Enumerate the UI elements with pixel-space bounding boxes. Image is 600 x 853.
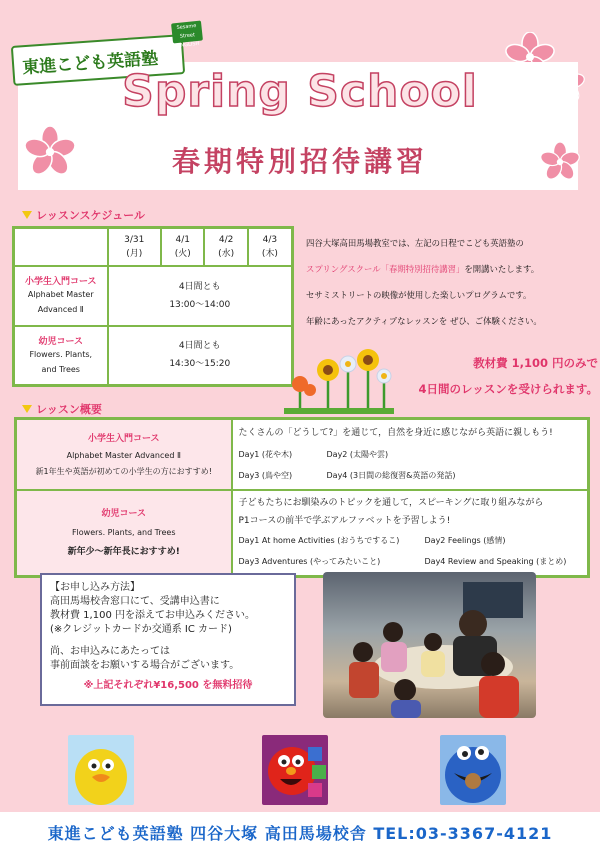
course-name: 幼児コース	[38, 336, 84, 347]
time-range: 14:30〜15:20	[169, 359, 231, 370]
classroom-photo	[323, 572, 536, 718]
weekday: (火)	[174, 248, 191, 259]
time-cell	[108, 266, 293, 326]
sakura-flower-icon	[540, 142, 580, 182]
date: 4/3	[262, 234, 278, 245]
course-description-cell	[232, 490, 589, 577]
course-cell	[14, 266, 108, 326]
course-target: 新1年生や英語が初めての小学生の方におすすめ!	[35, 466, 212, 476]
overview-table	[14, 417, 590, 578]
course-subtitle: Flowers. Plants,	[29, 349, 93, 359]
elmo-image	[262, 735, 328, 805]
date-cell	[248, 228, 293, 266]
day-item: Day4 Review and Speaking (まとめ)	[424, 557, 567, 566]
time-range: 13:00〜14:00	[169, 299, 231, 310]
intro-line	[306, 256, 596, 282]
table-row	[16, 490, 589, 577]
days-label: 4日間とも	[178, 341, 221, 352]
big-bird-image	[68, 735, 134, 805]
intro-line: セサミストリートの映像が使用した楽しいプログラムです。	[306, 290, 532, 300]
weekday: (水)	[218, 248, 235, 259]
fee-line: 教材費 1,100 円のみで	[473, 356, 598, 370]
days-label: 4日間とも	[178, 281, 221, 292]
table-row	[16, 419, 589, 491]
intro-line-rest: を開講いたします。	[464, 264, 540, 274]
title-english: Spring School	[122, 66, 478, 117]
weekday: (木)	[261, 248, 278, 259]
overview-heading	[22, 401, 102, 417]
triangle-icon	[22, 405, 32, 413]
table-row	[14, 266, 293, 326]
day-item: Day4 (3日間の総復習&英語の発話)	[326, 471, 456, 480]
day-item: Day2 Feelings (感情)	[424, 536, 506, 545]
application-box	[40, 573, 296, 706]
footer-contact: 東進こども英語塾 四谷大塚 高田馬場校舎 TEL:03-3367-4121	[0, 812, 600, 853]
course-name: 幼児コース	[101, 509, 147, 519]
date: 4/1	[175, 234, 190, 245]
date-cell	[161, 228, 204, 266]
table-row	[14, 326, 293, 386]
table-row	[14, 228, 293, 266]
date: 3/31	[124, 234, 145, 245]
application-line: 高田馬場校舎窓口にて、受講申込書に	[50, 596, 220, 607]
course-cell	[14, 326, 108, 386]
flowers-illustration	[284, 348, 394, 414]
course-description: P1コースの前半で学ぶアルファベットを予習しよう!	[238, 516, 451, 526]
application-title: 【お申し込み方法】	[50, 582, 140, 593]
weekday: (月)	[126, 248, 143, 259]
intro-line: 四谷大塚高田馬場教室では、左記の日程でこども英語塾の	[306, 238, 524, 248]
schedule-heading	[22, 207, 145, 223]
course-name: 小学生入門コース	[24, 277, 97, 287]
fee-line: 4日間のレッスンを受けられます。	[418, 382, 598, 396]
classroom-photo-image	[323, 572, 536, 718]
course-subtitle: Alphabet Master Advanced Ⅱ	[66, 450, 181, 460]
schedule-heading-text: レッスンスケジュール	[36, 209, 145, 222]
application-line: 教材費 1,100 円を添えてお申込みください。	[50, 610, 255, 621]
date-cell	[108, 228, 162, 266]
intro-highlight: スプリングスクール「春期特別招待講習」	[306, 264, 465, 274]
day-item: Day3 (鳥や空)	[238, 471, 293, 480]
schedule-table	[12, 226, 294, 387]
intro-line: 年齢にあったアクティブなレッスンを ぜひ、ご体験ください。	[306, 316, 542, 326]
cookie-monster-image	[440, 735, 506, 805]
course-subtitle: Advanced Ⅱ	[37, 305, 84, 314]
table-cell	[14, 228, 108, 266]
course-subtitle: and Trees	[41, 364, 80, 374]
intro-text	[306, 230, 596, 334]
day-item: Day1 At home Activities (おうちでするこ)	[238, 536, 400, 545]
date-cell	[204, 228, 247, 266]
triangle-icon	[22, 211, 32, 219]
day-row	[239, 465, 582, 486]
title-japanese: 春期特別招待講習	[171, 145, 428, 178]
application-line: 尚、お申込みにあたっては	[50, 646, 170, 657]
overview-heading-text: レッスン概要	[36, 403, 102, 416]
day-row	[239, 530, 582, 551]
day-item: Day3 Adventures (やってみたいこと)	[238, 557, 381, 566]
course-cell	[16, 490, 232, 577]
course-target: 新年少〜新年長におすすめ!	[67, 547, 180, 557]
course-description-cell	[232, 419, 589, 491]
date: 4/2	[218, 234, 234, 245]
application-highlight: ※上記それぞれ¥16,500 を無料招待	[83, 680, 253, 691]
course-description: 子どもたちにお馴染みのトピックを通して，スピーキングに取り組みながら	[238, 498, 544, 508]
day-item: Day1 (花や木)	[238, 450, 293, 459]
course-description: たくさんの「どうして?」を通じて，自然を身近に感じながら英語に親しもう!	[238, 428, 553, 438]
course-cell	[16, 419, 232, 491]
day-row	[239, 444, 582, 465]
time-cell	[108, 326, 293, 386]
course-subtitle: Flowers. Plants, and Trees	[71, 528, 176, 537]
application-line: 事前面談をお願いする場合がございます。	[50, 660, 240, 671]
spacer	[50, 637, 286, 645]
fee-notice	[398, 350, 598, 402]
course-name: 小学生入門コース	[87, 433, 160, 444]
application-line: (※クレジットカードか交通系 IC カード)	[50, 624, 232, 635]
logo-text: 東進こども英語塾	[21, 48, 159, 78]
day-item: Day2 (太陽や雲)	[326, 450, 389, 459]
day-row	[239, 551, 582, 572]
course-subtitle: Alphabet Master	[27, 290, 94, 299]
logo-tag: Sesame Street ENGLISH	[171, 20, 203, 43]
